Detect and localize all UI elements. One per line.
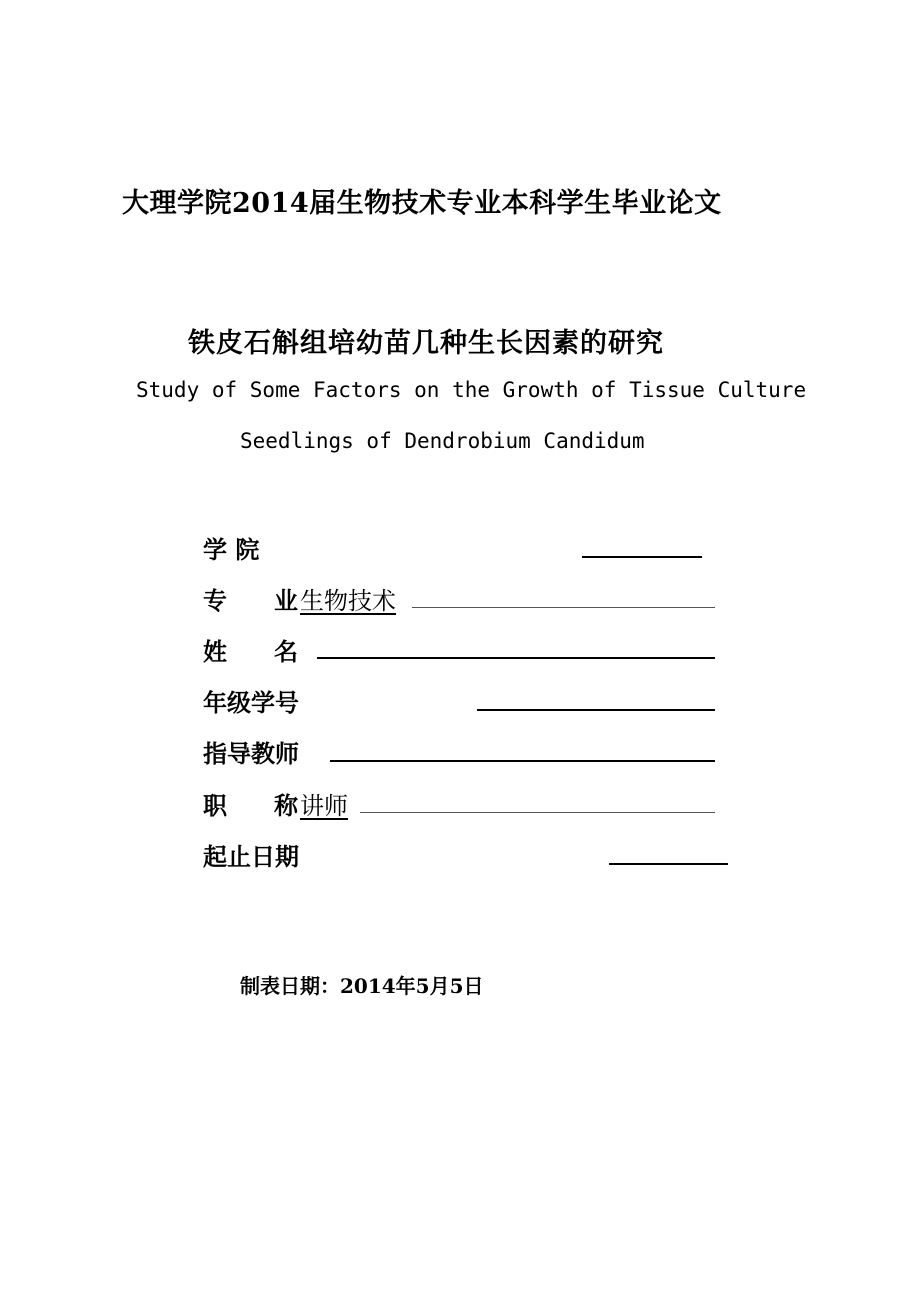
major-field-line bbox=[412, 607, 715, 608]
professional-title-label-part-2: 称 bbox=[274, 791, 298, 820]
name-label-part-2: 名 bbox=[274, 637, 298, 666]
professional-title-label-part-1: 职 bbox=[203, 791, 227, 820]
name-field-line[interactable] bbox=[317, 657, 715, 659]
major-value[interactable]: 生物技术 bbox=[300, 587, 396, 615]
advisor-label: 指导教师 bbox=[203, 739, 299, 768]
grade-id-field-line[interactable] bbox=[477, 709, 715, 711]
thesis-title-english-line-2: Seedlings of Dendrobium Candidum bbox=[240, 429, 645, 453]
grade-id-label: 年级学号 bbox=[203, 688, 299, 717]
college-label: 学 院 bbox=[203, 535, 260, 564]
college-field-line[interactable] bbox=[582, 556, 702, 558]
institution-title: 大理学院2014届生物技术专业本科学生毕业论文 bbox=[122, 188, 722, 219]
advisor-field-line[interactable] bbox=[330, 760, 715, 762]
professional-title-field-line bbox=[360, 812, 715, 813]
thesis-title-chinese: 铁皮石斛组培幼苗几种生长因素的研究 bbox=[188, 328, 664, 359]
professional-title-value[interactable]: 讲师 bbox=[300, 792, 348, 820]
period-label: 起止日期 bbox=[203, 842, 299, 871]
major-label-part-1: 专 bbox=[203, 586, 227, 615]
form-date: 制表日期：2014年5月5日 bbox=[240, 974, 484, 998]
thesis-title-english-line-1: Study of Some Factors on the Growth of Tissue Culture bbox=[136, 378, 807, 402]
name-label-part-1: 姓 bbox=[203, 637, 227, 666]
period-field-line[interactable] bbox=[609, 863, 728, 865]
major-label-part-2: 业 bbox=[274, 586, 298, 615]
